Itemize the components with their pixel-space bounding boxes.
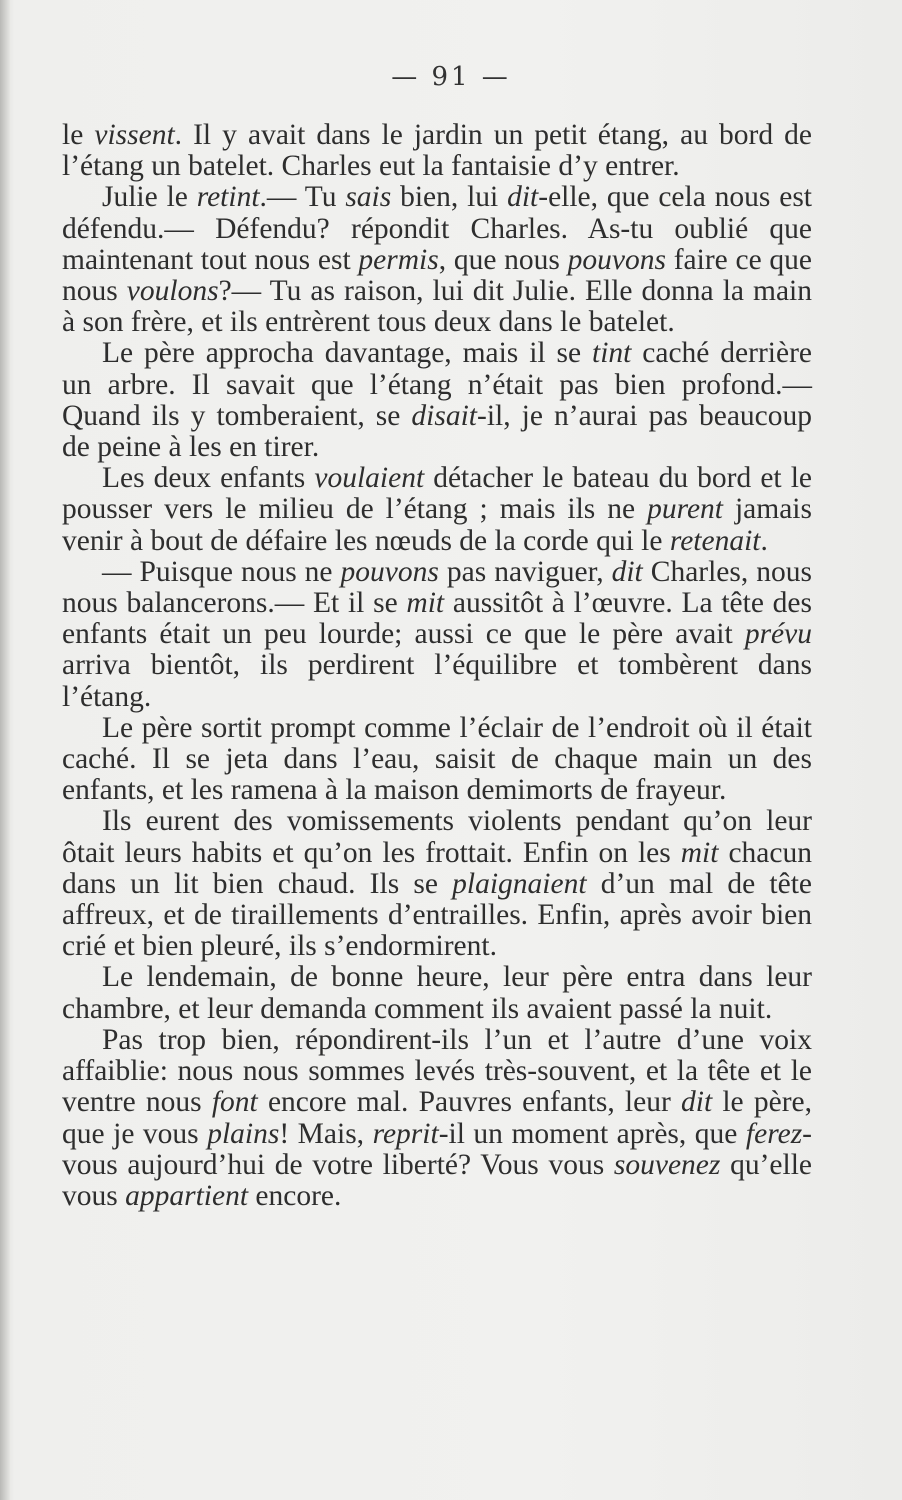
text-run: détacher le bateau du bord et le pousser vers le milieu de l’étang ; mais ils ne — [62, 462, 812, 526]
paragraph — [62, 962, 812, 1024]
text-run: ?— Tu as raison, lui dit Julie. Elle donna la main à son frère, et ils entrèrent tous deux dans le batelet. — [62, 275, 813, 339]
paragraph — [62, 182, 812, 338]
italic-word: purent — [647, 493, 723, 526]
italic-word: mit — [406, 587, 445, 620]
text-run: -il, je n’aurai pas beaucoup de peine à les en tirer. — [62, 399, 813, 464]
text-run: qu’elle vous — [62, 1148, 812, 1212]
text-run: -elle, que cela nous est défendu.— Défendu? répondit Charles. As-tu oublié que maintenant tout nous est — [62, 181, 812, 276]
text-run: Charles, nous nous balancerons.— Et il se — [62, 555, 812, 620]
paragraph — [62, 713, 812, 807]
italic-word: souvenez — [613, 1148, 721, 1181]
text-run: le père, que je vous — [62, 1086, 812, 1150]
paragraph — [62, 120, 812, 182]
text-run: .— Tu — [259, 181, 346, 214]
text-run: Les deux enfants — [102, 462, 315, 495]
paragraph — [62, 1025, 812, 1212]
italic-word: font — [211, 1086, 258, 1119]
text-run: Le père approcha davantage, mais il se — [102, 337, 592, 370]
text-run: pas naviguer, — [438, 555, 612, 588]
text-run: faire ce que nous — [62, 243, 813, 308]
text-run: -il un moment après, que — [438, 1117, 746, 1150]
paragraph — [62, 338, 812, 463]
italic-word: dit — [507, 181, 539, 214]
page-binding-edge — [0, 0, 10, 1500]
text-run: . — [760, 524, 768, 557]
text-run: aussitôt à l’œuvre. La tête des enfants était un peu lourde; aussi ce que le père avait — [62, 587, 812, 651]
text-run: encore. — [248, 1179, 342, 1212]
italic-word: prévu — [744, 618, 812, 651]
italic-word: ferez — [745, 1117, 803, 1150]
text-run: — Puisque nous ne — [102, 555, 341, 588]
italic-word: pouvons — [340, 555, 439, 588]
text-run: Ils eurent des vomissements violents pendant qu’on leur ôtait leurs habits et qu’on les frottait. Enfin on les — [62, 805, 812, 869]
italic-word: sais — [345, 181, 392, 214]
page-number: — 91 — — [391, 62, 511, 92]
text-run: , que nous — [438, 243, 568, 276]
text-run: -vous aujourd’hui de votre liberté? Vous vous — [62, 1117, 812, 1181]
paragraph — [62, 806, 812, 962]
text-run: Julie le — [102, 181, 197, 214]
italic-word: permis — [358, 243, 439, 276]
italic-word: vissent — [94, 119, 175, 151]
italic-word: appartient — [125, 1179, 249, 1212]
text-run: ! Mais, — [279, 1117, 373, 1150]
text-run: le — [62, 119, 95, 151]
italic-word: retenait — [669, 524, 761, 557]
italic-word: plaignaient — [452, 867, 587, 900]
italic-word: voulaient — [314, 462, 425, 495]
italic-word: reprit — [372, 1117, 439, 1150]
italic-word: tint — [592, 337, 632, 370]
text-run: bien, lui — [391, 181, 508, 214]
body-text — [62, 120, 812, 1212]
text-run: chacun dans un lit bien chaud. Ils se — [62, 836, 812, 900]
italic-word: voulons — [126, 275, 219, 308]
text-run: caché derrière un arbre. Il savait que l’étang n’était pas bien profond.— Quand ils y tomberaient, se — [62, 337, 812, 432]
italic-word: mit — [680, 836, 719, 869]
italic-word: pouvons — [567, 243, 666, 276]
italic-word: retint — [196, 181, 260, 214]
text-run: Le père sortit prompt comme l’éclair de l’endroit où il était caché. Il se jeta dans l’eau, saisit de chaque main un des enfants, et les ramena à la maison demimorts de frayeur. — [62, 711, 812, 807]
italic-word: dit — [681, 1086, 713, 1119]
italic-word: dit — [611, 555, 643, 588]
text-run: jamais venir à bout de défaire les nœuds de la corde qui le — [62, 493, 812, 557]
paragraph — [62, 557, 812, 713]
italic-word: plains — [207, 1117, 280, 1150]
text-run: Le lendemain, de bonne heure, leur père entra dans leur chambre, et leur demanda comment ils avaient passé la nuit. — [62, 961, 812, 1025]
text-run: arriva bientôt, ils perdirent l’équilibre et tombèrent dans l’étang. — [62, 649, 812, 713]
italic-word: disait — [411, 399, 477, 432]
text-run: encore mal. Pauvres enfants, leur — [257, 1086, 681, 1119]
text-run: d’un mal de tête affreux, et de tiraillements d’entrailles. Enfin, après avoir bien crié et bien pleuré, ils s’endormirent. — [62, 867, 813, 963]
paragraph — [62, 463, 812, 557]
text-run: . Il y avait dans le jardin un petit étang, au bord de l’étang un batelet. Charles eut la fantaisie d’y entrer. — [62, 119, 812, 183]
text-run: Pas trop bien, répondirent-ils l’un et l’autre d’une voix affaiblie: nous nous sommes levés très-souvent, et la tête et le ventre nous — [62, 1023, 812, 1119]
